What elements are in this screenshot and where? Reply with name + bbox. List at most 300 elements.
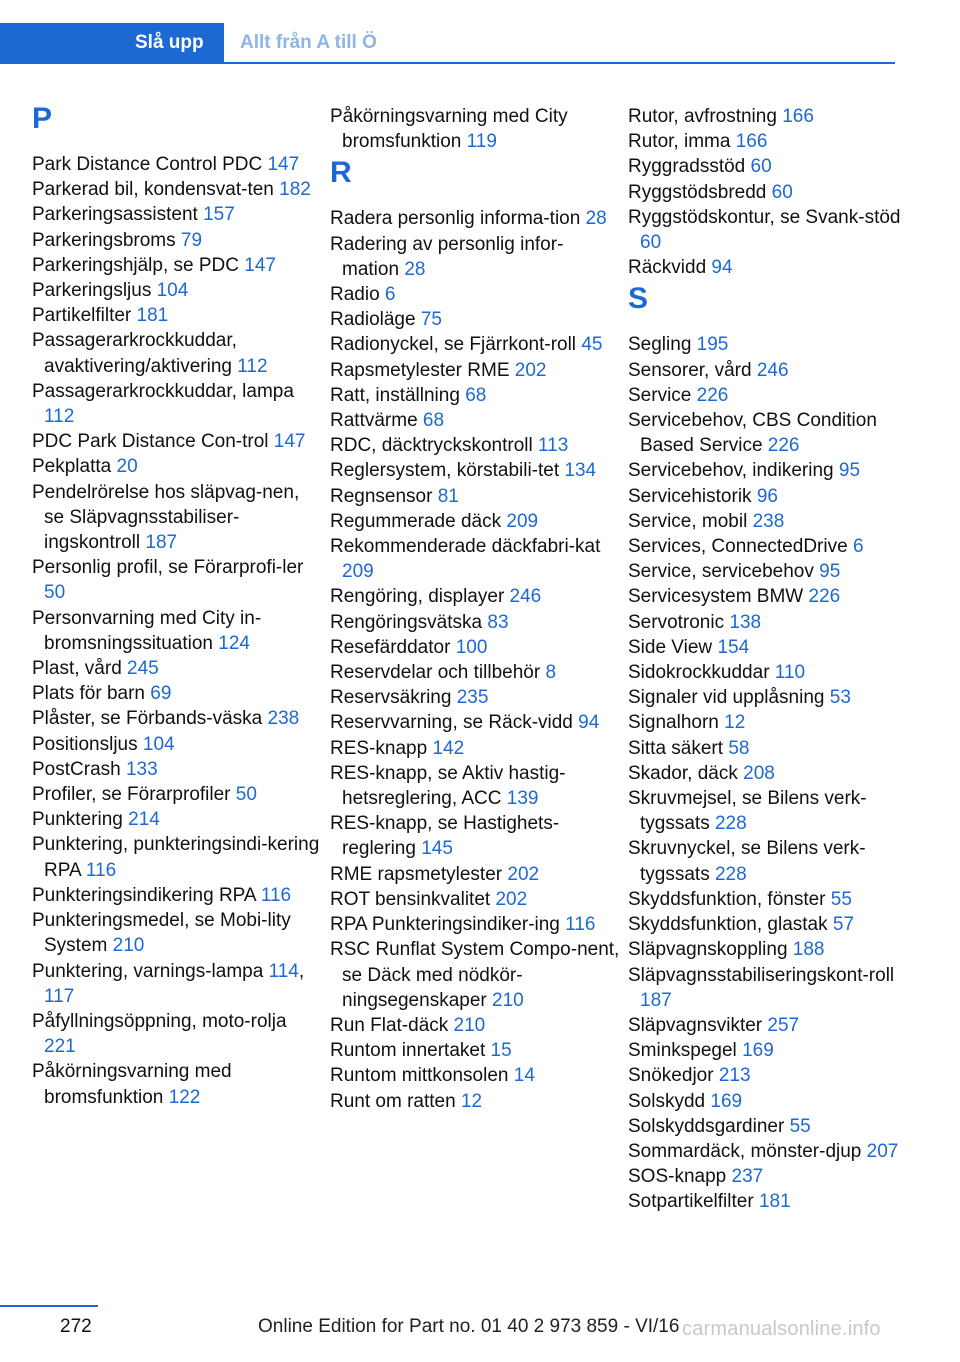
- page-reference-link[interactable]: 208: [743, 762, 775, 784]
- index-entry-text: Plast, vård: [32, 658, 128, 680]
- page-reference-link[interactable]: 12: [460, 1090, 483, 1112]
- index-entry: [628, 761, 903, 786]
- page-reference-link[interactable]: 228: [714, 863, 747, 885]
- page-reference-link[interactable]: 100: [455, 636, 488, 658]
- page-reference-link[interactable]: 117: [44, 985, 75, 1007]
- page-reference-link[interactable]: 221: [44, 1036, 76, 1058]
- index-entry-text: Ryggstödsbredd: [628, 181, 772, 203]
- index-entry-text: Reservdelar och tillbehör: [330, 662, 546, 684]
- section-letter: S: [628, 282, 649, 316]
- index-entry: [628, 836, 903, 886]
- page-reference-link[interactable]: 154: [717, 636, 750, 658]
- index-entry-text: RME rapsmetylester: [330, 863, 508, 885]
- page-reference-link[interactable]: 142: [432, 737, 465, 759]
- index-entry-text: Parkeringsljus: [32, 280, 157, 302]
- page-reference-link[interactable]: 187: [145, 532, 178, 554]
- index-entry-text: Servotronic: [628, 611, 730, 633]
- index-entry-text: Punktering, varnings‐lampa: [32, 960, 269, 982]
- index-entry: [628, 660, 903, 685]
- page-reference-link[interactable]: 145: [421, 838, 453, 860]
- page-reference-link[interactable]: 188: [792, 939, 825, 961]
- index-entry-text: Släpvagnskoppling: [628, 939, 793, 961]
- index-entry-text: RPA Punkteringsindiker‐ing: [330, 914, 566, 936]
- index-entry: [628, 1164, 903, 1189]
- index-entry: [330, 232, 620, 282]
- index-entry: Punktering, varnings‐lampa 114, 117: [32, 960, 305, 1007]
- page-reference-link[interactable]: 104: [156, 280, 189, 302]
- index-entry-text: Runtom mittkonsolen: [330, 1065, 514, 1087]
- index-entry: [628, 1013, 903, 1038]
- page-reference-link[interactable]: 95: [819, 561, 841, 583]
- index-entry-text: Reservvarning, se Räck‐vidd: [330, 712, 579, 734]
- page-reference-link[interactable]: 14: [513, 1065, 535, 1087]
- index-entry: [628, 559, 903, 584]
- index-entry: [628, 1114, 903, 1139]
- index-entry: [330, 685, 620, 710]
- page-reference-link[interactable]: 60: [750, 156, 772, 178]
- tab-a-to-z[interactable]: Allt från A till Ö: [240, 32, 377, 53]
- index-entry: [32, 202, 322, 227]
- index-entry-text: Ryggstödskontur, se Svank‐stöd: [628, 206, 901, 228]
- index-entry-text: Segling: [628, 334, 697, 356]
- page-reference-link[interactable]: 83: [487, 611, 509, 633]
- page-reference-link[interactable]: 50: [235, 784, 257, 806]
- index-entry-text: Radionyckel, se Fjärrkont‐roll: [330, 334, 582, 356]
- page-reference-link[interactable]: 8: [545, 662, 557, 684]
- page-reference-link[interactable]: 57: [832, 914, 855, 936]
- index-entry: [330, 458, 620, 483]
- index-entry-text: SOS-knapp: [628, 1166, 732, 1188]
- index-entry: [32, 883, 322, 908]
- index-entry-text: ROT bensinkvalitet: [330, 888, 496, 910]
- page-reference-link[interactable]: 147: [244, 254, 276, 276]
- index-entry-text: Punkteringsindikering RPA: [32, 884, 261, 906]
- page-reference-link[interactable]: 195: [696, 334, 729, 356]
- index-entry: [330, 484, 620, 509]
- index-entry-text: Sitta säkert: [628, 737, 729, 759]
- index-entry: [330, 887, 620, 912]
- page-reference-link[interactable]: 138: [729, 611, 762, 633]
- page-reference-link[interactable]: 210: [453, 1014, 486, 1036]
- page-reference-link[interactable]: 181: [136, 305, 169, 327]
- page-reference-link[interactable]: 116: [260, 884, 292, 906]
- page-reference-link[interactable]: 112: [44, 406, 75, 428]
- index-entry-text: Passagerarkrockkuddar, avaktivering/aktivering: [32, 330, 238, 377]
- index-entry-text: Räckvidd: [628, 257, 712, 279]
- index-entry-text: Plats för barn: [32, 683, 151, 705]
- index-entry-text: Servicebehov, CBS Condition Based Service: [628, 410, 877, 457]
- page-reference-link[interactable]: 119: [466, 131, 497, 153]
- index-entry: [32, 379, 322, 429]
- index-entry-text: Personlig profil, se Förarprofi‐ler: [32, 557, 304, 579]
- page-reference-link[interactable]: 166: [782, 106, 814, 127]
- index-entry-text: Servicehistorik: [628, 485, 757, 507]
- index-entry: [32, 1059, 322, 1109]
- index-entry-text: Rengöringsvätska: [330, 611, 488, 633]
- page-reference-link[interactable]: 69: [150, 683, 172, 705]
- header-bar: [0, 23, 895, 64]
- index-entry: [32, 454, 322, 479]
- index-entry: [628, 786, 903, 836]
- index-entry: [32, 757, 322, 782]
- index-entry-text: Reglersystem, körstabili‐tet: [330, 460, 565, 482]
- index-entry: [330, 1013, 620, 1038]
- index-entry: [330, 1063, 620, 1088]
- index-entry-text: Positionsljus: [32, 733, 143, 755]
- page-reference-link[interactable]: 210: [112, 935, 145, 957]
- index-entry: [330, 937, 620, 1013]
- page-reference-link[interactable]: 75: [420, 309, 442, 331]
- page-reference-link[interactable]: 202: [495, 888, 528, 910]
- page-reference-link[interactable]: 228: [714, 813, 747, 835]
- index-entry-text: Signaler vid upplåsning: [628, 687, 830, 709]
- index-entry-text: Punktering: [32, 809, 129, 831]
- index-entry: [32, 228, 322, 253]
- index-entry-text: Side View: [628, 636, 718, 658]
- page-reference-link[interactable]: 116: [85, 859, 117, 881]
- page-reference-link[interactable]: 53: [829, 687, 851, 709]
- index-entry-text: RDC, däcktryckskontroll: [330, 435, 538, 457]
- index-entry-text: Radera personlig informa‐tion: [330, 208, 586, 230]
- index-entry: [628, 104, 903, 129]
- tab-look-up-label: Slå upp: [135, 32, 204, 53]
- index-entry-text: Service, servicebehov: [628, 561, 820, 583]
- index-entry-text: Signalhorn: [628, 712, 725, 734]
- page-reference-link[interactable]: 68: [422, 410, 445, 432]
- index-entry: [330, 1038, 620, 1063]
- page-number: 272: [60, 1316, 92, 1337]
- page-reference-link[interactable]: 169: [710, 1090, 743, 1112]
- page-reference-link[interactable]: 95: [838, 460, 861, 482]
- index-entry-text: Rutor, imma: [628, 131, 736, 153]
- index-entry-text: Servicebehov, indikering: [628, 460, 839, 482]
- index-entry: [628, 1038, 903, 1063]
- section-letter: P: [32, 102, 53, 135]
- index-entry-text: Skyddsfunktion, glastak: [628, 914, 833, 936]
- index-entry-text: Personvarning med City in‐bromsningssituation: [32, 607, 262, 654]
- page-reference-link[interactable]: 207: [866, 1140, 899, 1162]
- page-reference-link[interactable]: 28: [585, 208, 607, 230]
- page-reference-link[interactable]: 157: [203, 204, 235, 226]
- index-entry: [628, 332, 903, 357]
- page-reference-link[interactable]: 181: [758, 1191, 791, 1213]
- index-entry-text: Parkeringshjälp, se PDC: [32, 254, 245, 276]
- page-reference-link[interactable]: 113: [538, 435, 569, 457]
- page-reference-link[interactable]: 257: [767, 1014, 800, 1036]
- index-entry: [32, 782, 322, 807]
- page-reference-link[interactable]: 246: [756, 359, 789, 381]
- index-entry-text: Radering av personlig infor‐mation: [330, 233, 564, 280]
- index-entry-text: Regummerade däck: [330, 510, 507, 532]
- index-entry: [330, 761, 620, 811]
- page-reference-link[interactable]: 60: [640, 232, 662, 254]
- index-entry: [628, 383, 903, 408]
- index-entry: [628, 710, 903, 735]
- page-reference-link[interactable]: 246: [509, 586, 542, 608]
- index-entry-text: Radio: [330, 284, 385, 306]
- index-entry-text: Radioläge: [330, 309, 421, 331]
- page-reference-link[interactable]: 238: [267, 708, 300, 730]
- index-entry-text: Rekommenderade däckfabri‐kat: [330, 536, 601, 558]
- index-entry: [32, 278, 322, 303]
- index-entry-text: Pekplatta: [32, 456, 117, 478]
- page-reference-link[interactable]: 94: [711, 257, 733, 279]
- index-entry: [330, 206, 620, 231]
- index-entry: [32, 429, 322, 454]
- index-entry: [32, 656, 322, 681]
- index-entry: [32, 328, 322, 378]
- page-reference-link[interactable]: 81: [437, 485, 459, 507]
- index-entry-text: Sotpartikelfilter: [628, 1191, 759, 1213]
- index-entry: [330, 912, 620, 937]
- index-entry-text: Sminkspegel: [628, 1040, 743, 1062]
- index-entry: [32, 908, 322, 958]
- index-entry: [330, 635, 620, 660]
- index-entry-text: Rattvärme: [330, 410, 423, 432]
- index-entry-text: Sensorer, vård: [628, 359, 757, 381]
- page-reference-link[interactable]: 96: [756, 485, 778, 507]
- page-reference-link[interactable]: 245: [127, 658, 159, 680]
- index-entry-text: PDC Park Distance Con‐trol: [32, 431, 274, 453]
- index-entry: [32, 732, 322, 757]
- page-reference-link[interactable]: 235: [456, 687, 489, 709]
- index-entry-text: Resefärddator: [330, 636, 456, 658]
- page-reference-link[interactable]: 12: [724, 712, 746, 734]
- index-entry-text: Parkeringsbroms: [32, 229, 181, 251]
- index-entry: [330, 332, 620, 357]
- index-entry: [32, 253, 322, 278]
- index-entry-text: Services, ConnectedDrive: [628, 536, 853, 558]
- section-letter: R: [330, 156, 352, 190]
- page-reference-link[interactable]: 226: [696, 384, 729, 406]
- index-entry: [628, 458, 903, 483]
- index-entry: [628, 1063, 903, 1088]
- index-entry-text: Skador, däck: [628, 762, 744, 784]
- index-entry: [330, 383, 620, 408]
- index-entry: [32, 152, 322, 177]
- index-entry: [628, 1089, 903, 1114]
- index-entry: [32, 1009, 322, 1059]
- page-reference-link[interactable]: 124: [218, 632, 250, 654]
- index-entry: [32, 807, 322, 832]
- index-entry: [32, 555, 322, 605]
- page-reference-link[interactable]: 112: [237, 355, 268, 377]
- index-entry: [32, 303, 322, 328]
- index-entry: [628, 1189, 903, 1214]
- index-entry-text: Parkerad bil, kondensvat‐ten: [32, 179, 280, 201]
- index-entry-text: Rutor, avfrostning: [628, 106, 783, 127]
- page-reference-link[interactable]: 214: [128, 809, 160, 831]
- footer-divider: [0, 1305, 98, 1307]
- index-entry-text: Punkteringsmedel, se Mobi‐lity System: [32, 910, 291, 957]
- index-entry: [330, 584, 620, 609]
- page-reference-link[interactable]: 210: [492, 989, 524, 1011]
- index-entry: [330, 710, 620, 735]
- index-entry: [628, 937, 903, 962]
- index-entry: [32, 681, 322, 706]
- page-reference-link[interactable]: 60: [771, 181, 793, 203]
- page-reference-link[interactable]: 147: [273, 431, 306, 453]
- index-entry-text: Run Flat-däck: [330, 1014, 454, 1036]
- page-reference-link[interactable]: 45: [581, 334, 603, 356]
- index-entry-text: Rengöring, displayer: [330, 586, 510, 608]
- index-entry: [628, 1139, 903, 1164]
- page-reference-link[interactable]: 209: [506, 510, 539, 532]
- index-entry-text: Ratt, inställning: [330, 384, 466, 406]
- index-entry-text: Profiler, se Förarprofiler: [32, 784, 236, 806]
- page-reference-link[interactable]: 166: [735, 131, 768, 153]
- index-entry: [628, 887, 903, 912]
- index-entry: [628, 534, 903, 559]
- index-entry-text: Punktering, punkteringsindi‐kering RPA: [32, 834, 320, 881]
- page-reference-link[interactable]: 114: [268, 960, 299, 982]
- index-entry-text: Partikelfilter: [32, 305, 137, 327]
- page-reference-link[interactable]: 15: [490, 1040, 512, 1062]
- page-reference-link[interactable]: 134: [564, 460, 597, 482]
- index-entry-text: RSC Runflat System Compo‐nent, se Däck med nödkör‐ningsegenskaper: [330, 939, 620, 1011]
- index-entry: [628, 180, 903, 205]
- index-entry: [32, 832, 322, 882]
- page-reference-link[interactable]: 55: [789, 1115, 811, 1137]
- page-reference-link[interactable]: 6: [852, 536, 864, 558]
- index-entry: [32, 606, 322, 656]
- page-reference-link[interactable]: 28: [404, 258, 426, 280]
- index-entry-text: PostCrash: [32, 758, 126, 780]
- page-reference-link[interactable]: 202: [507, 863, 540, 885]
- index-entry: [628, 484, 903, 509]
- page-reference-link[interactable]: 169: [742, 1040, 774, 1062]
- index-entry-text: Service: [628, 384, 697, 406]
- page-reference-link[interactable]: 182: [279, 179, 311, 201]
- index-column-2: [330, 104, 620, 1114]
- index-entry-text: Sommardäck, mönster‐djup: [628, 1140, 867, 1162]
- index-entry: [330, 509, 620, 534]
- index-entry-text: Påkörningsvarning med bromsfunktion: [32, 1061, 232, 1108]
- page-reference-link[interactable]: 116: [565, 914, 596, 936]
- index-entry-text: Reservsäkring: [330, 687, 457, 709]
- index-entry: [628, 509, 903, 534]
- page-reference-link[interactable]: 50: [44, 582, 66, 604]
- index-entry: [628, 408, 903, 458]
- index-entry: [330, 862, 620, 887]
- index-entry-text: Pendelrörelse hos släpvag‐nen, se Släpvagnsstabiliser‐ingskontroll: [32, 481, 300, 554]
- index-entry-text: Släpvagnsstabiliseringskont‐roll: [628, 964, 895, 986]
- index-entry: [628, 154, 903, 179]
- index-entry: [330, 408, 620, 433]
- index-entry-text: Plåster, se Förbands‐väska: [32, 708, 268, 730]
- index-entry-text: Runt om ratten: [330, 1090, 461, 1112]
- index-entry: [330, 358, 620, 383]
- page-reference-link[interactable]: 122: [168, 1086, 201, 1108]
- page-reference-link[interactable]: 226: [767, 435, 800, 457]
- index-entry-text: Service, mobil: [628, 510, 753, 532]
- index-entry-text: Sidokrockkuddar: [628, 662, 775, 684]
- index-entry: [330, 1089, 620, 1114]
- page-reference-link[interactable]: 20: [116, 456, 138, 478]
- page-reference-link[interactable]: 55: [830, 888, 852, 910]
- index-entry: [32, 706, 322, 731]
- index-entry: [628, 635, 903, 660]
- index-column-1: [32, 104, 322, 1110]
- index-entry-text: RES-knapp, se Aktiv hastig‐hetsreglering, ACC: [330, 762, 566, 810]
- index-entry-text: Påkörningsvarning med City bromsfunktion: [330, 106, 568, 153]
- index-entry: [330, 736, 620, 761]
- page-reference-link[interactable]: 237: [731, 1166, 764, 1188]
- index-entry: [628, 685, 903, 710]
- index-entry: [628, 584, 903, 609]
- edition-note: Online Edition for Part no. 01 40 2 973 859 - VI/16: [258, 1316, 680, 1337]
- tab-look-up[interactable]: [0, 23, 224, 62]
- page-reference-link[interactable]: 139: [506, 788, 539, 810]
- index-entry-text: RES-knapp: [330, 737, 433, 759]
- index-entry: [32, 480, 322, 556]
- index-entry: [330, 307, 620, 332]
- index-entry-text: Skruvmejsel, se Bilens verk‐tygssats: [628, 788, 867, 835]
- index-entry: [628, 610, 903, 635]
- index-entry-text: Rapsmetylester RME: [330, 359, 515, 381]
- index-column-3: [628, 104, 903, 1215]
- index-entry: [330, 104, 620, 154]
- page-reference-link[interactable]: 202: [514, 359, 547, 381]
- index-entry-text: Solskyddsgardiner: [628, 1115, 790, 1137]
- index-entry: [330, 534, 620, 584]
- index-entry-text: Regnsensor: [330, 485, 438, 507]
- page-reference-link[interactable]: 6: [384, 284, 396, 306]
- page-reference-link[interactable]: 187: [640, 989, 672, 1011]
- index-entry-text: Passagerarkrockkuddar, lampa: [32, 380, 294, 402]
- index-entry: [330, 610, 620, 635]
- page-reference-link[interactable]: 68: [465, 384, 487, 406]
- index-entry-text: Släpvagnsvikter: [628, 1014, 768, 1036]
- index-entry-text: Park Distance Control PDC: [32, 154, 268, 175]
- index-entry-text: Runtom innertaket: [330, 1040, 491, 1062]
- page-reference-link[interactable]: 147: [267, 154, 300, 175]
- index-entry-text: Skruvnyckel, se Bilens verk‐tygssats: [628, 838, 866, 885]
- index-entry: [330, 660, 620, 685]
- index-entry: [628, 963, 903, 1013]
- page-reference-link[interactable]: 238: [752, 510, 785, 532]
- index-entry: [330, 433, 620, 458]
- watermark: carmanualsonline.info: [682, 1318, 881, 1340]
- index-entry: [628, 255, 903, 280]
- index-entry: [628, 129, 903, 154]
- index-entry-text: Solskydd: [628, 1090, 711, 1112]
- index-entry: [628, 912, 903, 937]
- index-entry-text: Ryggradsstöd: [628, 156, 751, 178]
- page-reference-link[interactable]: 226: [808, 586, 841, 608]
- index-entry-text: Skyddsfunktion, fönster: [628, 888, 831, 910]
- index-entry-text: Parkeringsassistent: [32, 204, 204, 226]
- page-reference-link[interactable]: 213: [718, 1065, 751, 1087]
- page-reference-link[interactable]: 94: [578, 712, 600, 734]
- page-reference-link[interactable]: 110: [774, 662, 806, 684]
- index-entry: [628, 205, 903, 255]
- index-entry: [628, 736, 903, 761]
- index-entry-text: Påfyllningsöppning, moto‐rolja: [32, 1010, 287, 1032]
- page-reference-link[interactable]: 58: [728, 737, 750, 759]
- page-reference-link[interactable]: 133: [125, 758, 158, 780]
- index-entry: [32, 177, 322, 202]
- index-entry-text: RES-knapp, se Hastighets‐reglering: [330, 813, 560, 860]
- index-entry-text: Snökedjor: [628, 1065, 719, 1087]
- index-entry: [330, 282, 620, 307]
- page-reference-link[interactable]: 79: [180, 229, 203, 251]
- index-entry: [330, 811, 620, 861]
- index-entry-text: Servicesystem BMW: [628, 586, 809, 608]
- page-reference-link[interactable]: 209: [342, 561, 374, 583]
- page-reference-link[interactable]: 104: [142, 733, 175, 755]
- index-entry: [628, 358, 903, 383]
